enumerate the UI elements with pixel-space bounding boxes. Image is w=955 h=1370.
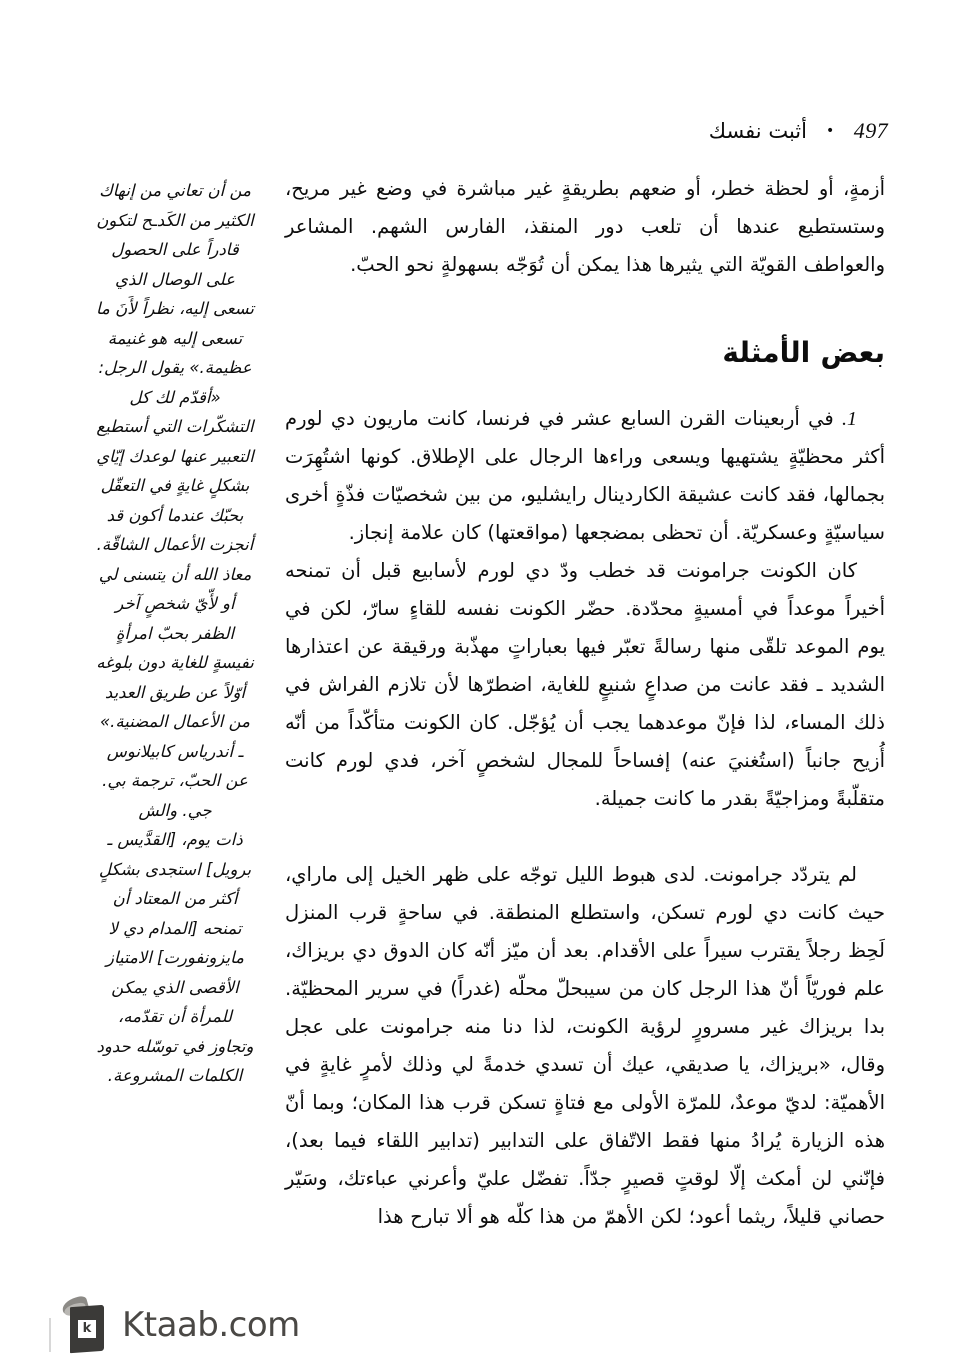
sidenote-1-attribution: ـ أندرياس كابيلانوس عن الحبّ، ترجمة بي. جي. والش [102, 741, 248, 820]
example-1-text-1: في أربعينات القرن السابع عشر في فرنسا، كانت ماريون دي لورم أكثر محظيّةٍ يشتهيها ويسعى وراءها الرجال على الإطلاق. كونها اشتُهِرَت بجمالها، فقد كانت عشيقة الكاردينال رايشليو، من بين شخصيّات فذّةٍ أخرى سياسيّةٍ وعسكريّة. أن تحظى بمضجعها (مواقعتها) كان علامة إنجاز. [285, 406, 885, 544]
example-1-paragraph-1 [285, 400, 885, 552]
watermark [62, 1296, 300, 1354]
paragraph-continuation: أزمةٍ، أو لحظة خطر، أو ضعهم بطريقةٍ غير مباشرة في وضع غير مريح، وستستطيع عندها أن تلعب دور المنقذ، الفارس الشهم. المشاعر والعواطف القويّة التي يثيرها هذا يمكن أن تُوَجّه بسهولةٍ نحو الحبّ. [285, 177, 885, 276]
running-head-title: أثبت نفسك [708, 119, 807, 143]
watermark-brand: Ktaab.com [122, 1305, 300, 1345]
sidenote-1-text: من أن تعاني من إنهاك الكثير من الكَدـح لتكون قادراً على الحصول على الوصال الذي تسعى إليه، نظراً لأَنَ ما تسعى إليه هو غنيمة عظيمة.» يقول الرجل: «أقدّم لك كل التشكّرات التي أستطيع التعبير عنها لوعدك إيّاي بشكلٍ غايةٍ في التعقّل بحبّك عندما أكون قد أنجزت الأعمال الشاقّة. معاذ الله أن يتسنى لي أو لأّيّ شخصٍ آخر الظفر بحبّ امرأةٍ نفيسةٍ للغاية دون بلوغه أوّلاً عن طريق العديد من الأعمال المضنية.» [96, 181, 254, 731]
main-text-column [285, 170, 885, 1236]
book-icon [62, 1296, 108, 1354]
sidenote-column [95, 176, 255, 1091]
page-edge-tick [49, 1318, 51, 1352]
section-heading: بعض الأمثلة [722, 336, 885, 369]
page-folio: 497 [853, 118, 888, 143]
page-body [95, 170, 885, 1275]
example-1-paragraph-3: لم يتردّد جرامونت. لدى هبوط الليل توجّه على ظهر الخيل إلى ماراي، حيث كانت دي لورم تسكن، واستطلع المنطقة. في ساحةٍ قرب المنزل لَحِظ رجلاً يقترب سيراً على الأقدام. بعد أن ميّز أنّه كان الدوق دي بريزاك، علم فوريّاً أنّ هذا الرجل كان من سيبحلّ محلّه (غدراً) في سرير المحظيّة. بدا بريزاك غير مسرورٍ لرؤية الكونت، لذا دنا منه جرامونت على عجل وقال، «بريزاك، يا صديقي، عيك أن تسدي خدمةً لي وذلك لأمرٍ غايةٍ في الأهميّة: لديّ موعدٌ، للمرّة الأولى مع فتاةٍ تسكن قرب هذا المكان؛ وبما أنّ هذه الزيارة يُرادُ منها فقط الاتّفاق على التدابير (تدابير اللقاء فيما بعد)، فإنّني لن أمكث إلّا لوقتٍ قصيرٍ جدّاً. تفضّل عليّ وأعرني عباءتك، وسَيّر حصاني قليلاً، ريثما أعود؛ لكن الأهمّ من هذا كلّه هو ألا تبارح هذا [285, 862, 885, 1228]
example-1-paragraph-2: كان الكونت جرامونت قد خطب ودّ دي لورم لأسابيع قبل أن تمنحه أخيراً موعداً في أمسيةٍ محدّدة. حضّر الكونت نفسه للقاءٍ سارّ، لكن في يوم الموعد تلقّى منها رسالةً تعبّر فيها بعباراتٍ مهذّبة ورقيقة عن اعتذارها الشديد ـ فقد عانت من صداعٍ شنيعٍ للغاية، اضطرّها لأن تلازم الفراش في ذلك المساء، لذا فإنّ موعدهما يجب أن يُؤجّل. كان الكونت متأكّداً من أنّه أُزيح جانباً (استُغنيَ عنه) إفساحاً للمجال لشخصٍ آخر، فدي لورم كانت متقلّبةً ومزاجيّةً بقدر ما كانت جميلة. [285, 558, 885, 810]
book-icon-letter: k [78, 1320, 96, 1338]
example-number-suffix: . [842, 407, 848, 430]
running-head-separator: • [826, 123, 835, 140]
sidenote-2-text: ذات يوم، [القدَّيس ـ برويل] استجدى بشكلٍ أكثر من المعتاد أن تمنحه [المدام دي لا مايزونفورت] الامتياز الأقصى الذي يمكن للمرأة أن تقدّمه، وتجاوز في توسّله حدود الكلمات المشروعة. [96, 830, 254, 1085]
example-number: 1 [847, 407, 858, 430]
running-head [108, 118, 888, 144]
